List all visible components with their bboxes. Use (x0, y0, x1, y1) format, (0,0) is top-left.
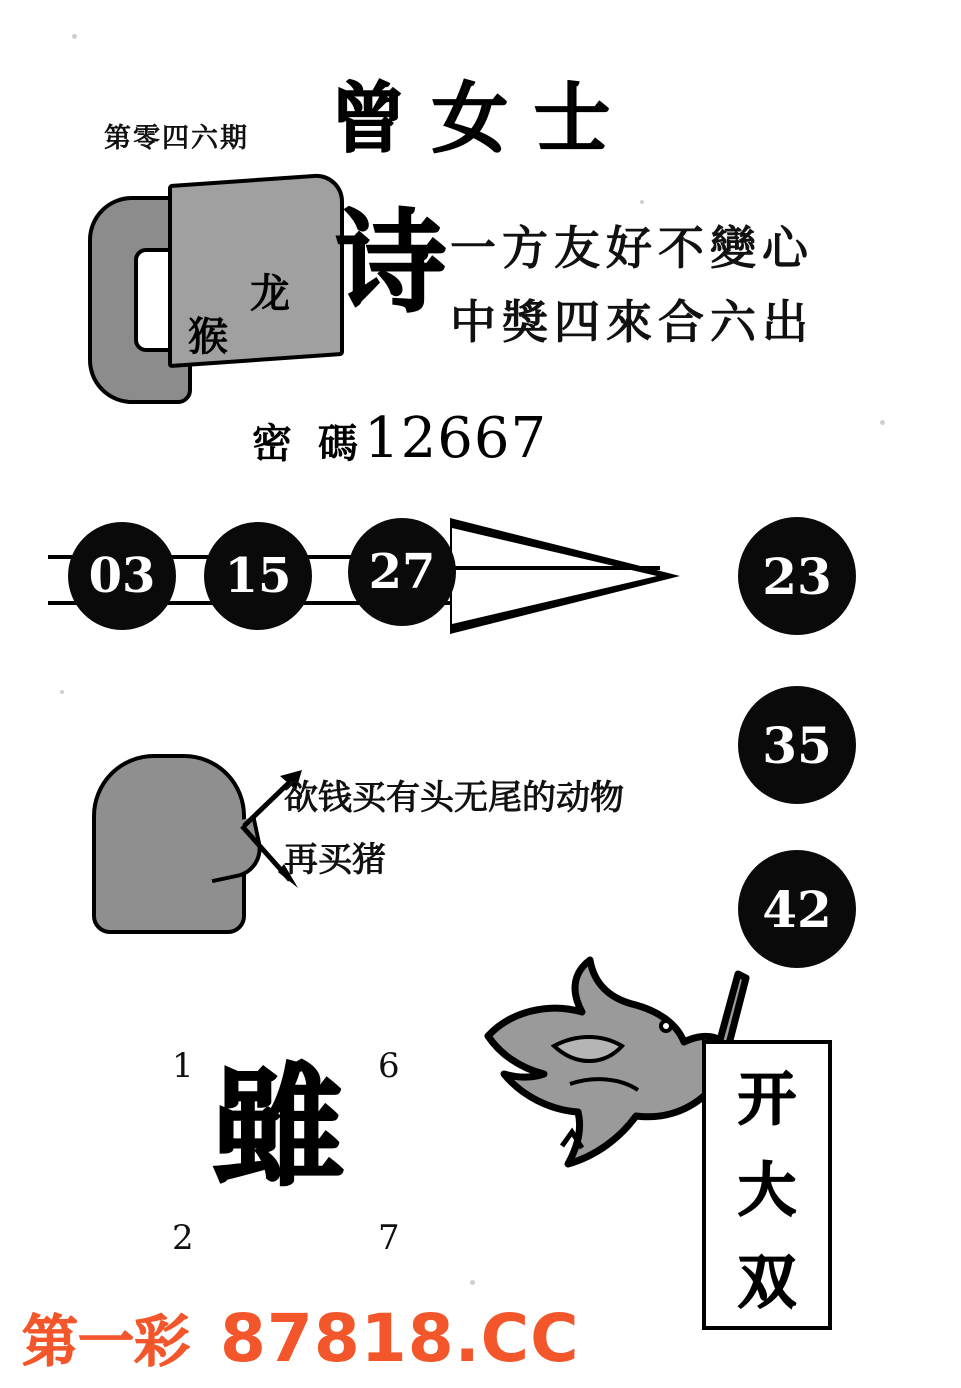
brand-title: 曾女士 (330, 74, 636, 163)
footer-site-url: 87818.CC (220, 1300, 580, 1377)
speck (880, 420, 885, 425)
arrow-head-midline (452, 566, 660, 570)
zodiac-monkey: 猴 (188, 313, 228, 360)
lottery-ball: 27 (348, 518, 456, 626)
poem-lines (450, 212, 814, 359)
zodiac-dragon: 龙 (250, 270, 290, 317)
hint-line-2: 再买猪 (284, 840, 386, 880)
big-character: 雖 (212, 1050, 344, 1205)
speck (470, 1280, 475, 1285)
corner-number: 6 (378, 1046, 400, 1086)
lottery-ball: 15 (204, 522, 312, 630)
poem-line-1: 一方友好不變心 (450, 221, 814, 275)
password-row (252, 406, 547, 471)
lottery-ball: 42 (738, 850, 856, 968)
head-profile-icon (92, 754, 246, 934)
poem-word: 诗 (336, 198, 446, 327)
sign-char-2: 大 (737, 1156, 796, 1224)
hint-line-1: 欲钱买有头无尾的动物 (284, 778, 624, 818)
footer-brand-cn: 第一彩 (22, 1309, 190, 1375)
corner-number: 1 (172, 1046, 194, 1086)
speck (72, 34, 77, 39)
issue-label: 第零四六期 (104, 123, 249, 154)
lottery-ball: 35 (738, 686, 856, 804)
sign-char-3: 双 (737, 1247, 796, 1316)
lottery-ball: 23 (738, 517, 856, 635)
hint-arrow-down-icon (238, 820, 240, 822)
lottery-ball: 03 (68, 522, 176, 630)
vertical-sign (702, 1040, 832, 1330)
corner-number: 2 (172, 1218, 194, 1258)
poem-line-2: 中獎四來合六出 (450, 294, 814, 349)
sign-char-1: 开 (737, 1064, 796, 1133)
hint-arrow-up-icon (240, 770, 242, 772)
corner-number: 7 (378, 1218, 400, 1258)
speck (60, 690, 64, 694)
arrow-head-inner (452, 528, 657, 624)
password-label: 密 碼 (252, 420, 364, 467)
speck (640, 200, 644, 204)
password-value: 12667 (363, 406, 548, 471)
footer-branding (22, 1298, 580, 1378)
